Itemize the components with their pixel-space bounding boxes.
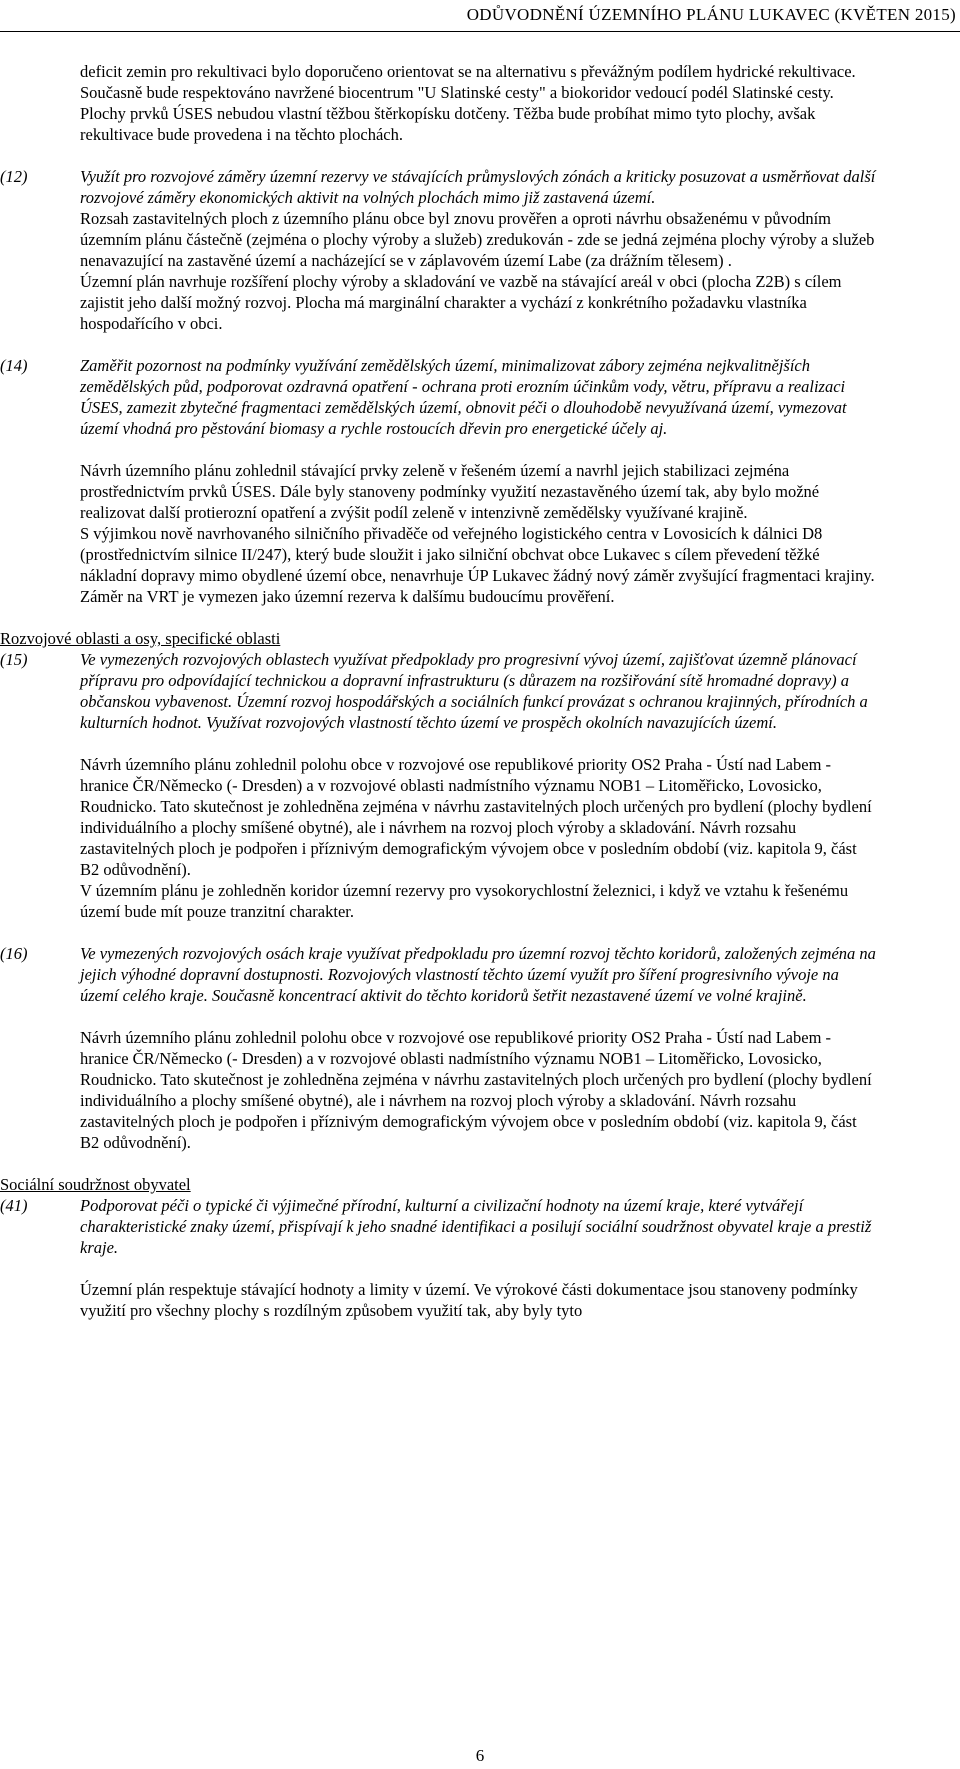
requirement-text: Ve vymezených rozvojových oblastech využívat předpoklady pro progresivní vývoj území, zajišťovat územně plánovací přípravu pro odpovídající technickou a dopravní infrastrukturu (s důrazem na rozšiřování sítě hromadné dopravy) a občanskou vybavenost. Územní rozvoj hospodářských a sociálních funkcí provázat s ochranou krajinných, přírodních a kulturních hodnot. Využívat rozvojových vlastností těchto území ve prospěch okolních navazujících území. — [80, 650, 868, 732]
item-number: (41) — [0, 1196, 28, 1215]
item-number: (12) — [0, 167, 28, 186]
running-header: ODŮVODNĚNÍ ÚZEMNÍHO PLÁNU LUKAVEC (KVĚTEN 2015) — [466, 5, 956, 24]
section-heading: Sociální soudržnost obyvatel — [0, 1175, 191, 1194]
requirement-text: Využít pro rozvojové záměry územní rezervy ve stávajících průmyslových zónách a kriticky posuzovat a usměrňovat další rozvojové záměry ekonomických aktivit na volných plochách mimo již zastavená území. — [80, 167, 876, 207]
response-text: Návrh územního plánu zohlednil polohu obce v rozvojové ose republikové priority OS2 Praha - Ústí nad Labem - hranice ČR/Německo (- Dresden) a v rozvojové oblasti nadmístního významu NOB1 – Litoměřicko, Lovosicko, Roudnicko. Tato skutečnost je zohledněna zejména v návrhu zastavitelných ploch určených pro bydlení (plochy bydlení individuálního a plochy smíšené obytné), ale i návrhem na rozvoj ploch výroby a skladování. Návrh rozsahu zastavitelných ploch je podpořen i příznivým demografickým vývojem obce v posledním období (viz. kapitola 9, část B2 odůvodnění). — [80, 1028, 872, 1152]
document-body — [0, 61, 960, 1321]
item-14 — [0, 355, 880, 607]
item-number: (16) — [0, 944, 28, 963]
section-heading: Rozvojové oblasti a osy, specifické oblasti — [0, 629, 281, 648]
item-15 — [0, 649, 880, 922]
requirement-text: Zaměřit pozornost na podmínky využívání zemědělských území, minimalizovat zábory zejména nejkvalitnějších zemědělských půd, podporovat ozdravná opatření - ochrana proti erozním účinkům vody, větru, přípravu a realizaci ÚSES, zamezit zbytečné fragmentaci zemědělských území, obnovit péči o dlouhodobě nevyužívaná území, vymezovat území vhodná pro pěstování biomasy a rychle rostoucích dřevin pro energetické účely aj. — [80, 356, 847, 438]
response-text: Návrh územního plánu zohlednil stávající prvky zeleně v řešeném území a navrhl jejich stabilizaci zejména prostřednictvím prvků ÚSES. Dále byly stanoveny podmínky využití nezastavěného území tak, aby bylo možné realizovat další protierozní opatření a zvýšit podíl zeleně v intenzivně zemědělsky využívané krajině. — [80, 461, 820, 522]
item-12 — [0, 166, 880, 334]
response-text: Územní plán navrhuje rozšíření plochy výroby a skladování ve vazbě na stávající areál v obci (plocha Z2B) s cílem zajistit jeho další možný rozvoj. Plocha má marginální charakter a vychází z konkrétního požadavku vlastníka hospodařícího v obci. — [80, 272, 842, 333]
item-number: (14) — [0, 356, 28, 375]
response-text: V územním plánu je zohledněn koridor územní rezervy pro vysokorychlostní železnici, i když ve vztahu k řešenému území bude mít pouze tranzitní charakter. — [80, 881, 849, 921]
response-text: S výjimkou nově navrhovaného silničního přivaděče od veřejného logistického centra v Lovosicích k dálnici D8 (prostřednictvím silnice II/247), který bude sloužit i jako silniční obchvat obce Lukavec s cílem převedení těžké nákladní dopravy mimo obydlené území obce, nenavrhuje ÚP Lukavec žádný nový záměr zvyšující fragmentaci krajiny. Záměr na VRT je vymezen jako územní rezerva k dalšímu budoucímu prověření. — [80, 524, 875, 606]
item-41 — [0, 1195, 880, 1321]
requirement-text: Podporovat péči o typické či výjimečné přírodní, kulturní a civilizační hodnoty na území kraje, které vytvářejí charakteristické znaky území, přispívají k jeho snadné identifikaci a posilují sociální soudržnost obyvatel kraje a prestiž kraje. — [80, 1196, 872, 1257]
response-text: Rozsah zastavitelných ploch z územního plánu obce byl znovu prověřen a oproti návrhu obsaženému v původním územním plánu částečně (zejména o plochy výroby a služeb) zredukován - zde se jedná zejména plochy výroby a služeb nenavazující na zastavěné území a nacházející se v záplavovém území Labe (za drážním tělesem) . — [80, 209, 875, 270]
response-text: Územní plán respektuje stávající hodnoty a limity v území. Ve výrokové části dokumentace jsou stanoveny podmínky využití pro všechny plochy s rozdílným způsobem využití tak, aby byly tyto — [80, 1280, 858, 1320]
intro-paragraph: deficit zemin pro rekultivaci bylo doporučeno orientovat se na alternativu s převážným podílem hydrické rekultivace. Současně bude respektováno navržené biocentrum "U Slatinské cesty" a biokoridor vedoucí podél Slatinské cesty. Plochy prvků ÚSES nebudou vlastní těžbou štěrkopísku dotčeny. Těžba bude probíhat mimo tyto plochy, avšak rekultivace bude provedena i na těchto plochách. — [80, 62, 856, 144]
page-number: 6 — [475, 1746, 485, 1765]
requirement-text: Ve vymezených rozvojových osách kraje využívat předpokladu pro územní rozvoj těchto koridorů, založených zejména na jejich výhodné dopravní dostupnosti. Rozvojových vlastností těchto území využít pro šíření progresivního vývoje na území celého kraje. Současně koncentrací aktivit do těchto koridorů šetřit nezastavené území ve volné krajině. — [80, 944, 876, 1005]
header-rule — [0, 31, 960, 32]
response-text: Návrh územního plánu zohlednil polohu obce v rozvojové ose republikové priority OS2 Praha - Ústí nad Labem - hranice ČR/Německo (- Dresden) a v rozvojové oblasti nadmístního významu NOB1 – Litoměřicko, Lovosicko, Roudnicko. Tato skutečnost je zohledněna zejména v návrhu zastavitelných ploch určených pro bydlení (plochy bydlení individuálního a plochy smíšené obytné), ale i návrhem na rozvoj ploch výroby a skladování. Návrh rozsahu zastavitelných ploch je podpořen i příznivým demografickým vývojem obce v posledním období (viz. kapitola 9, část B2 odůvodnění). — [80, 755, 872, 879]
item-16 — [0, 943, 880, 1153]
item-number: (15) — [0, 650, 28, 669]
